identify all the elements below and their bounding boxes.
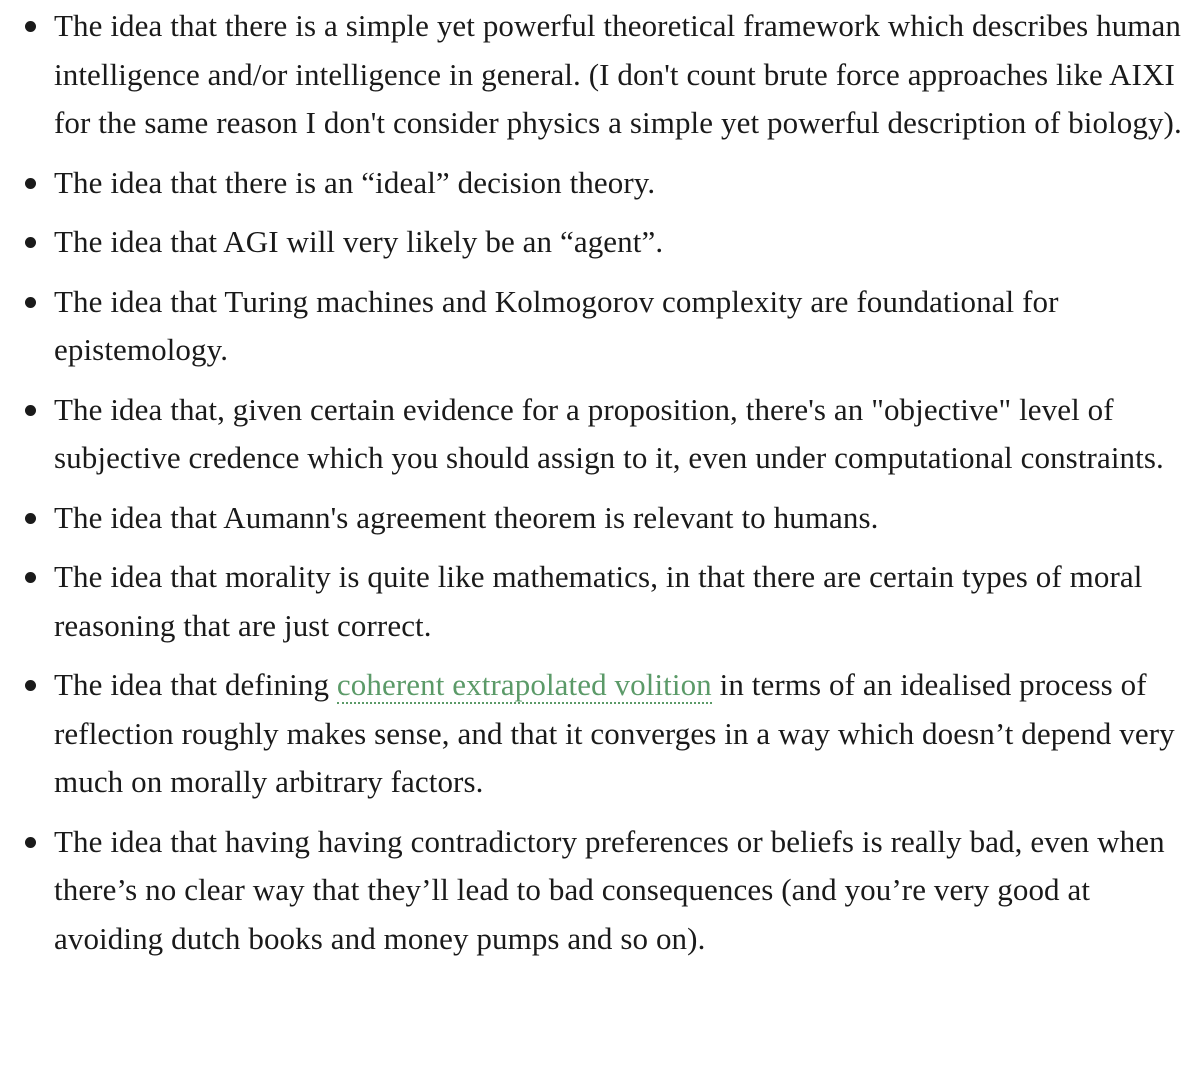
bullet-dot <box>25 513 36 524</box>
bullet-dot <box>25 21 36 32</box>
list-item <box>0 553 1200 650</box>
list-item-text-before: The idea that defining <box>54 667 337 702</box>
bullet-dot <box>25 680 36 691</box>
list-item-text: The idea that there is an “ideal” decision theory. <box>54 164 656 200</box>
list-item <box>0 494 1200 543</box>
bullet-dot <box>25 837 36 848</box>
list-item <box>0 218 1200 267</box>
bullet-dot <box>25 237 36 248</box>
bullet-dot <box>25 178 36 189</box>
cev-link[interactable]: coherent extrapolated volition <box>336 667 712 702</box>
list-item <box>0 661 1200 807</box>
list-item-text: The idea that there is a simple yet powerful theoretical framework which describes human intelligence and/or intelligence in general. (I don't count brute force approaches like AIXI for the same reason I don't consider physics a simple yet powerful description of biology). <box>54 8 1182 140</box>
list-item-text: The idea that, given certain evidence for a proposition, there's an "objective" level of subjective credence which you should assign to it, even under computational constraints. <box>54 391 1164 475</box>
bullet-dot <box>25 297 36 308</box>
bullet-dot <box>25 572 36 583</box>
list-item-text-after: in terms of an idealised process of reflection roughly makes sense, and that it converges in a way which doesn’t depend very much on morally arbitrary factors. <box>54 667 1175 799</box>
list-item-text: The idea that Aumann's agreement theorem is relevant to humans. <box>54 499 879 535</box>
list-item-text: The idea that having having contradictory preferences or beliefs is really bad, even when there’s no clear way that they’ll lead to bad consequences (and you’re very good at avoiding dutch books and money pumps and so on). <box>54 823 1165 956</box>
bullet-dot <box>25 405 36 416</box>
list-item-text: The idea that AGI will very likely be an “agent”. <box>54 224 664 259</box>
list-item <box>0 278 1200 375</box>
list-item <box>0 2 1200 148</box>
list-item <box>0 818 1200 964</box>
list-item-text: The idea that Turing machines and Kolmogorov complexity are foundational for epistemology. <box>54 283 1059 367</box>
list-item <box>0 159 1200 208</box>
list-item <box>0 386 1200 483</box>
list-item-text: The idea that morality is quite like mathematics, in that there are certain types of moral reasoning that are just correct. <box>54 559 1143 643</box>
